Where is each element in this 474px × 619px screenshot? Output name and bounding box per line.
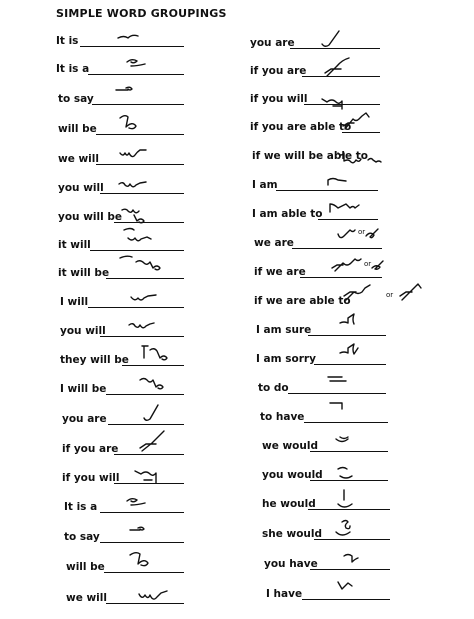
phrase-label: he would xyxy=(262,498,316,510)
left-entry-10 xyxy=(56,292,186,310)
answer-line xyxy=(96,134,184,135)
answer-line xyxy=(292,248,382,249)
right-entry-2 xyxy=(250,61,380,79)
right-entry-16 xyxy=(260,465,390,483)
answer-line xyxy=(310,451,388,452)
right-entry-12 xyxy=(256,349,386,367)
phrase-label: if you are able to xyxy=(250,121,352,133)
right-entry-8 xyxy=(252,233,382,251)
right-entry-7 xyxy=(252,204,382,222)
answer-line xyxy=(114,483,184,484)
right-entry-3 xyxy=(250,89,380,107)
answer-line xyxy=(114,222,184,223)
left-entry-18 xyxy=(56,527,186,545)
left-entry-12 xyxy=(56,350,186,368)
phrase-label: will be xyxy=(58,123,97,135)
right-entry-10 xyxy=(254,291,384,309)
phrase-label: if you will xyxy=(62,472,120,484)
answer-line xyxy=(122,365,184,366)
right-entry-18 xyxy=(262,524,392,542)
phrase-label: to do xyxy=(258,382,289,394)
left-entry-20 xyxy=(56,588,186,606)
left-entry-4 xyxy=(56,119,186,137)
left-entry-19 xyxy=(56,557,186,575)
left-entry-11 xyxy=(56,321,186,339)
phrase-label: you would xyxy=(262,469,323,481)
answer-line xyxy=(310,569,390,570)
phrase-label: if you are xyxy=(62,443,119,455)
left-entry-3 xyxy=(56,89,186,107)
phrase-label: they will be xyxy=(60,354,129,366)
answer-line xyxy=(114,454,184,455)
phrase-label: It is a xyxy=(56,63,90,75)
answer-line xyxy=(96,164,184,165)
answer-line xyxy=(288,393,386,394)
phrase-label: I will xyxy=(60,296,89,308)
phrase-label: we will xyxy=(58,153,99,165)
phrase-label: we are xyxy=(254,237,294,249)
phrase-label: I will be xyxy=(60,383,107,395)
answer-line xyxy=(300,277,382,278)
page-title: SIMPLE WORD GROUPINGS xyxy=(56,7,227,20)
left-entry-5 xyxy=(56,149,186,167)
right-entry-11 xyxy=(256,320,386,338)
phrase-label: if you are xyxy=(250,65,307,77)
left-entry-13 xyxy=(56,379,186,397)
phrase-label: It is xyxy=(56,35,79,47)
answer-line xyxy=(92,104,184,105)
answer-line xyxy=(290,48,380,49)
phrase-label: you have xyxy=(264,558,318,570)
answer-line xyxy=(314,364,386,365)
phrase-label: to have xyxy=(260,411,305,423)
answer-line xyxy=(88,74,184,75)
answer-line xyxy=(304,104,380,105)
phrase-label: she would xyxy=(262,528,323,540)
phrase-label: if we are xyxy=(254,266,306,278)
right-entry-15 xyxy=(260,436,390,454)
answer-line xyxy=(304,422,388,423)
phrase-label: It is a xyxy=(64,501,98,513)
left-entry-2 xyxy=(56,59,186,77)
answer-line xyxy=(308,509,390,510)
right-entry-19 xyxy=(262,554,392,572)
phrase-label: you will xyxy=(58,182,104,194)
right-entry-9 xyxy=(252,262,382,280)
phrase-label: if we are able to xyxy=(254,295,351,307)
right-entry-17 xyxy=(262,494,392,512)
or-annotation-if-we-are-able-to: or xyxy=(386,291,394,299)
right-entry-6 xyxy=(252,175,382,193)
left-entry-9 xyxy=(56,263,186,281)
phrase-label: I am xyxy=(252,179,278,191)
answer-line xyxy=(310,480,388,481)
phrase-label: I am able to xyxy=(252,208,323,220)
phrase-label: I have xyxy=(266,588,303,600)
phrase-label: you will xyxy=(60,325,106,337)
answer-line xyxy=(104,572,184,573)
answer-line xyxy=(106,394,184,395)
right-entry-4 xyxy=(250,117,380,135)
phrase-label: it will xyxy=(58,239,91,251)
answer-line xyxy=(100,542,184,543)
left-entry-8 xyxy=(56,235,186,253)
right-entry-1 xyxy=(250,33,380,51)
left-entry-14 xyxy=(56,409,186,427)
phrase-label: if you will xyxy=(250,93,308,105)
phrase-label: to say xyxy=(64,531,100,543)
phrase-label: you will be xyxy=(58,211,122,223)
or-annotation-we-are: or xyxy=(358,228,366,236)
right-entry-13 xyxy=(258,378,388,396)
phrase-label: if we will be able to xyxy=(252,150,368,162)
left-entry-16 xyxy=(56,468,186,486)
answer-line xyxy=(80,46,184,47)
answer-line xyxy=(108,424,184,425)
answer-line xyxy=(100,193,184,194)
answer-line xyxy=(302,599,390,600)
answer-line xyxy=(88,307,184,308)
phrase-label: we will xyxy=(66,592,107,604)
right-entry-14 xyxy=(260,407,390,425)
left-entry-15 xyxy=(56,439,186,457)
phrase-label: I am sure xyxy=(256,324,312,336)
answer-line xyxy=(308,335,386,336)
left-entry-7 xyxy=(56,207,186,225)
or-annotation-if-we-are: or xyxy=(364,260,372,268)
right-entry-20 xyxy=(262,584,392,602)
answer-line xyxy=(342,132,380,133)
phrase-label: I am sorry xyxy=(256,353,316,365)
answer-line xyxy=(318,219,378,220)
answer-line xyxy=(106,603,184,604)
answer-line xyxy=(276,190,378,191)
answer-line xyxy=(106,278,184,279)
left-entry-17 xyxy=(56,497,186,515)
right-entry-5 xyxy=(252,146,382,164)
answer-line xyxy=(314,539,390,540)
answer-line xyxy=(302,76,380,77)
answer-line xyxy=(100,336,184,337)
phrase-label: it will be xyxy=(58,267,110,279)
left-entry-6 xyxy=(56,178,186,196)
phrase-label: will be xyxy=(66,561,105,573)
phrase-label: we would xyxy=(262,440,318,452)
answer-line xyxy=(90,250,184,251)
phrase-label: you are xyxy=(62,413,107,425)
phrase-label: to say xyxy=(58,93,94,105)
phrase-label: you are xyxy=(250,37,295,49)
answer-line xyxy=(100,512,184,513)
left-entry-1 xyxy=(56,31,186,49)
